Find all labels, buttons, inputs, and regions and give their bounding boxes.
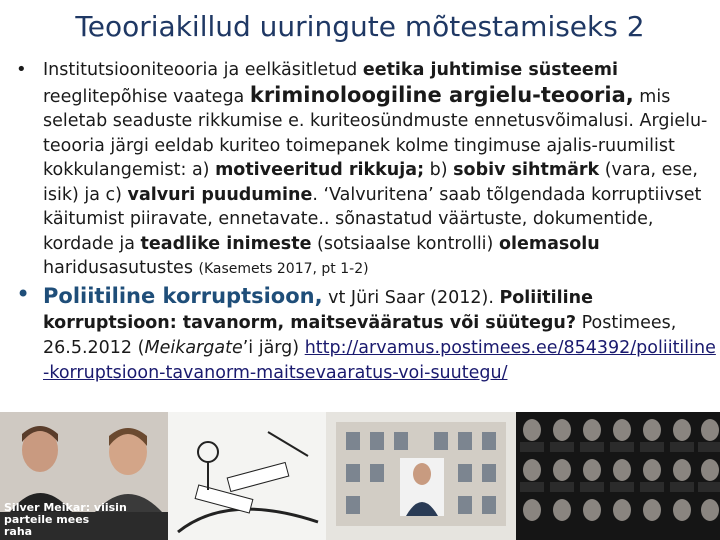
bullet2-text: vt Jüri Saar (2012). [322,287,500,308]
portrait-grid-icon [516,412,720,540]
bullet1-citation: (Kasemets 2017, pt 1-2) [198,261,369,277]
slide-title: Teooriakillud uuringute mõtestamiseks 2 [75,10,645,43]
bullet1-text: reeglitepõhise vaatega [43,86,250,107]
bullet2-heading: Poliitiline korruptsioon, [43,283,323,308]
photo-meikar [0,412,168,540]
corruption-cartoon-icon [168,412,326,540]
bullet1-text: haridusasutustes [43,258,199,278]
bullet-list [16,58,716,386]
bullet-item-political-corruption [16,279,716,386]
bullet1-text: mis seletab seaduste rikkumise e. kuriteosündmuste ennetusvõimalusi. Argielu-teooria järgi eeldab kuriteo toimepanek kolme tingimuse ajalis-ruumilist kokkulangemist: a) [43,86,708,180]
bullet1-bold-people: teadlike inimeste [140,233,312,254]
photo-portrait-grid [516,412,720,540]
article-link[interactable]: http://arvamus.postimees.ee/854392/poliitiline-korruptsioon-tavanorm-maitsevaaratus-voi-suutegu/ [43,337,716,383]
photo-corruption-cartoon [168,412,326,540]
bullet1-bold-ethics: eetika juhtimise süsteemi [362,60,618,80]
bullet-item-theory [16,58,716,282]
bullet1-text: (sotsiaalse kontrolli) [311,233,499,254]
photo-school-building [326,412,516,540]
photo-caption: Silver Meikar: viisin parteile mees raha [4,501,127,538]
bullet2-article-title: Poliitiline korruptsioon: tavanorm, maitsevääratus või süütegu? [43,287,593,333]
bullet2-text: Postimees, 26.5.2012 ( [43,312,677,358]
bullet1-bold-offender: motiveeritud rikkuja; [215,160,425,180]
bullet1-bold-presence: olemasolu [498,233,600,254]
bullet1-text: . ‘Valvuritena’ saab tõlgendada korruptiivset käitumist piiravate, ennetavate.. sõnastatud väärtuste, dokumentide, kordade ja [43,184,702,254]
bullet1-text: b) [424,160,454,180]
bullet2-text: ’i järg) [242,337,305,358]
bullet2-italic: Meikargate [144,337,243,358]
bullet1-bold-guardian: valvuri puudumine [127,184,313,205]
bullet1-text: (vara, ese, isik) ja c) [43,160,698,205]
bullet1-bold-target: sobiv sihtmärk [453,160,600,180]
bullet-dot-icon: • [16,279,31,308]
building-photo-icon [326,412,516,540]
photo-strip [0,412,720,540]
bullet1-text: Institutsiooniteooria ja eelkäsitletud [43,60,363,80]
bullet1-bold-criminology: kriminoloogiline argielu-teooria, [249,82,634,107]
bullet-dot-icon: • [16,59,27,80]
